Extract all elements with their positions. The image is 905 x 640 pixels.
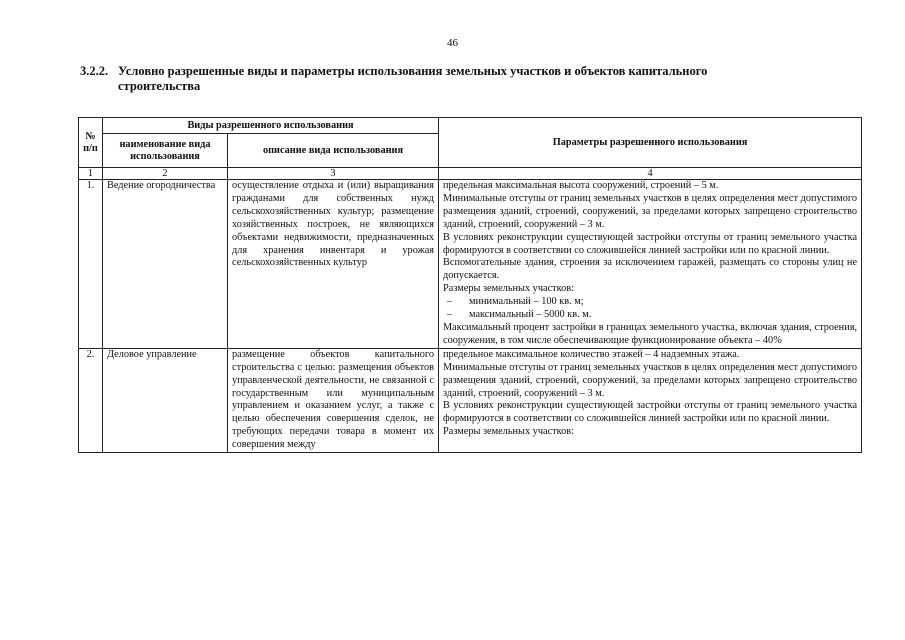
section-title-line1: Условно разрешенные виды и параметры использования земельных участков и объектов капитального xyxy=(118,64,708,78)
plot-size-min xyxy=(443,296,857,309)
header-use-description: описание вида использования xyxy=(228,134,439,168)
use-parameters xyxy=(439,348,862,452)
use-parameters xyxy=(439,180,862,349)
table-row xyxy=(79,180,862,349)
param-setbacks: Минимальные отступы от границ земельных участков в целях определения мест допустимого размещения зданий, строений, сооружений, за пределами которых запрещено строительство зданий, строений, сооружений – 3 м. xyxy=(443,361,858,399)
row-number: 2. xyxy=(79,348,103,452)
param-reconstruction: В условиях реконструкции существующей застройки отступы от границ земельного участка формируются в соответствии со сложившейся линией застройки или по красной линии. xyxy=(443,400,858,425)
param-max-coverage: Максимальный процент застройки в границах земельного участка, включая здания, строения, сооружения, в том числе обеспечивающие функционирование объекта – 40% xyxy=(443,321,858,346)
header-use-name: наименование вида использования xyxy=(103,134,228,168)
list-dash: – xyxy=(447,309,453,321)
section-heading xyxy=(80,64,850,94)
column-number-row xyxy=(79,168,862,180)
header-parameters: Параметры разрешенного использования xyxy=(439,118,862,168)
param-max-floors: предельное максимальное количество этажей – 4 надземных этажа. xyxy=(443,348,740,360)
param-max-height: предельная максимальная высота сооружений, строений – 5 м. xyxy=(443,180,719,191)
param-plot-sizes: Размеры земельных участков: xyxy=(443,426,574,438)
column-number: 3 xyxy=(228,168,439,180)
table-row xyxy=(79,348,862,452)
param-reconstruction: В условиях реконструкции существующей застройки отступы от границ земельного участка формируются в соответствии со сложившейся линией застройки или по красной линии. xyxy=(443,231,858,256)
page-number: 46 xyxy=(447,37,458,49)
row-number: 1. xyxy=(79,180,103,349)
use-description: осуществление отдыха и (или) выращивания гражданами для собственных нужд сельскохозяйственных культур; размещение хозяйственных построек, не являющихся объектами недвижимости, предназначенных для хранения инвентаря и урожая сельскохозяйственных культур xyxy=(228,180,439,349)
column-number: 1 xyxy=(79,168,103,180)
plot-size-max xyxy=(443,309,857,322)
plot-size-max-text: максимальный – 5000 кв. м. xyxy=(469,309,592,321)
list-dash: – xyxy=(447,296,453,308)
column-number: 2 xyxy=(103,168,228,180)
plot-size-min-text: минимальный – 100 кв. м; xyxy=(469,296,584,308)
param-plot-sizes: Размеры земельных участков: xyxy=(443,283,574,295)
column-number: 4 xyxy=(439,168,862,180)
header-use-types: Виды разрешенного использования xyxy=(103,118,439,134)
use-description: размещение объектов капитального строительства с целью: размещения объектов управленческой деятельности, не связанной с государственным или муниципальным управлением и оказанием услуг, а также с целью обеспечения совершения сделок, не требующих передачи товара в момент их совершения между xyxy=(228,348,439,452)
use-name: Ведение огородничества xyxy=(103,180,228,349)
header-num: № п/п xyxy=(79,118,103,168)
use-name: Деловое управление xyxy=(103,348,228,452)
section-title-line2: строительства xyxy=(118,79,201,93)
param-auxiliary-buildings: Вспомогательные здания, строения за исключением гаражей, размещать со стороны улиц не допускается. xyxy=(443,257,858,282)
permitted-use-table xyxy=(78,117,862,453)
param-setbacks: Минимальные отступы от границ земельных участков в целях определения мест допустимого размещения зданий, строений, сооружений, за пределами которых запрещено строительство зданий, строений, сооружений – 3 м. xyxy=(443,192,858,230)
section-number: 3.2.2. xyxy=(80,64,109,78)
